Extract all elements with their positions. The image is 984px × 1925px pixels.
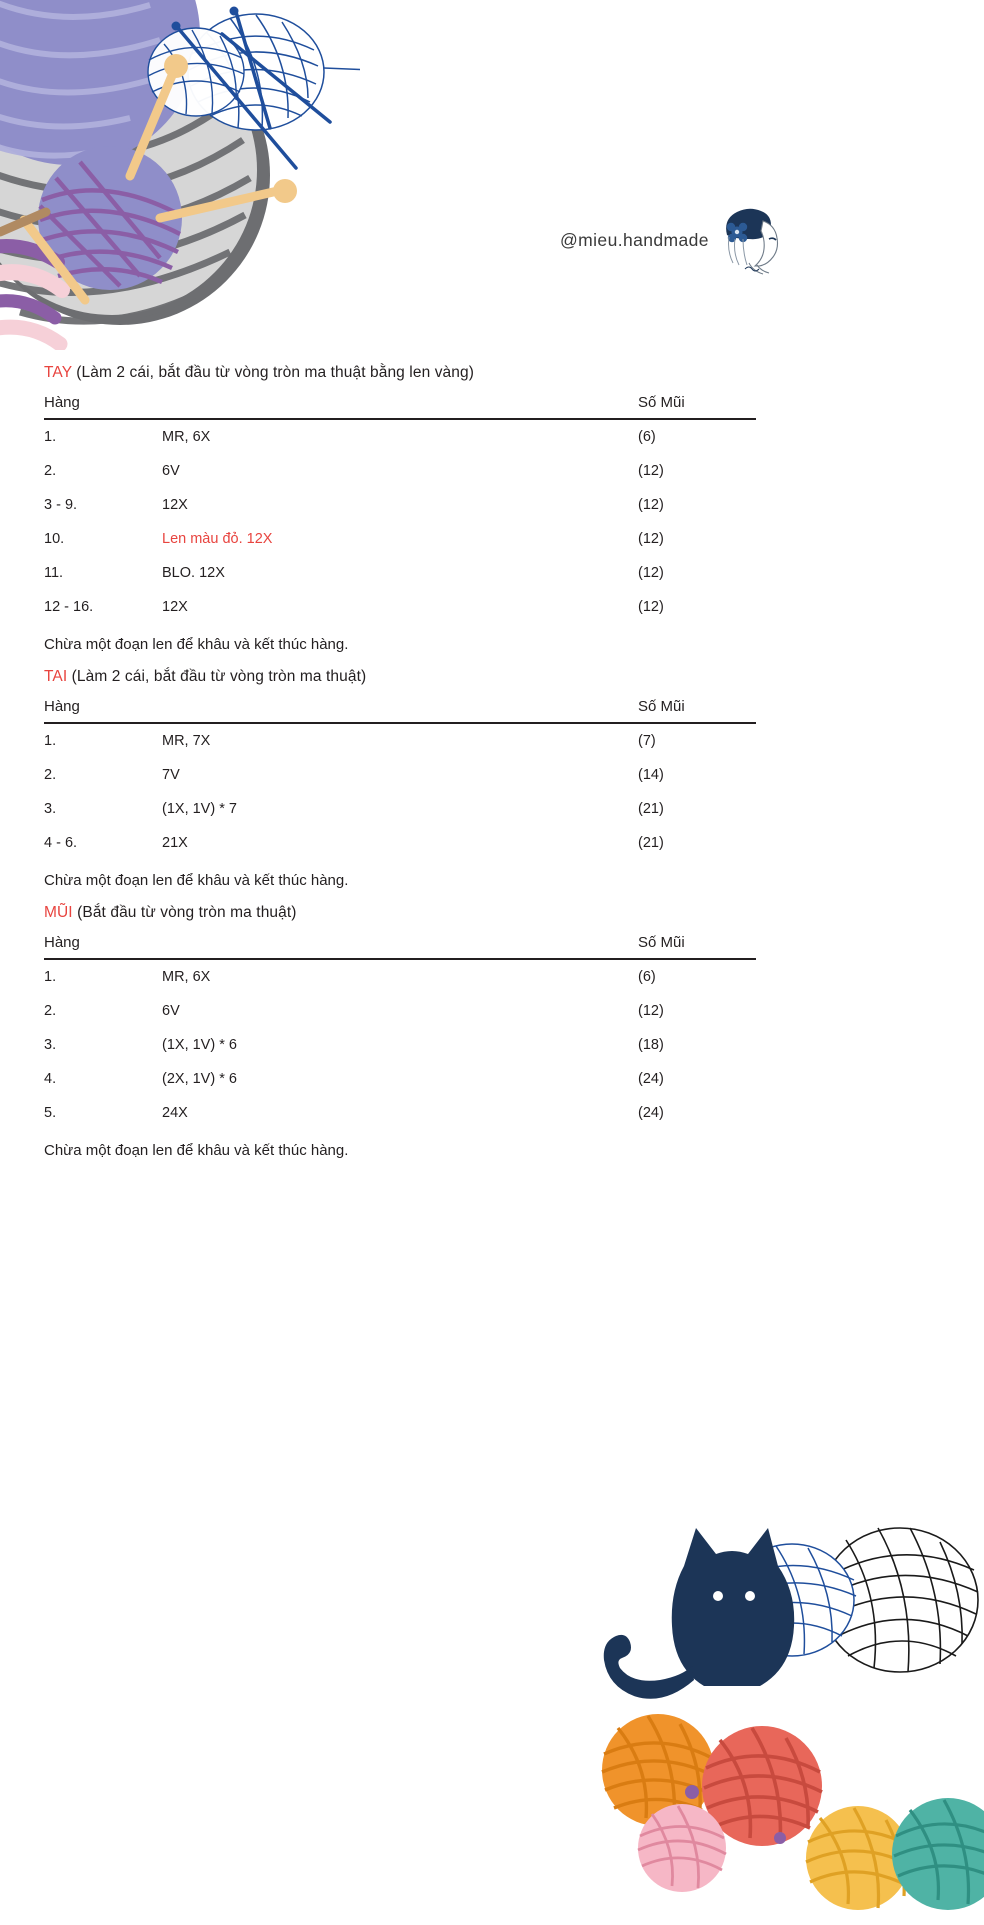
row-number: 2. — [44, 767, 57, 783]
section-mui — [44, 898, 756, 1166]
row-instruction: 21X — [162, 835, 188, 851]
yarn-balls-illustration-top-left — [0, 0, 360, 350]
row-instruction-highlighted: Len màu đỏ. 12X — [162, 531, 273, 547]
table-row — [44, 556, 756, 590]
table-row — [44, 419, 756, 454]
table-row — [44, 1096, 756, 1130]
section-name-tay: TAY — [44, 364, 72, 381]
row-stitch-count: (7) — [638, 733, 656, 749]
column-header-count: Số Mũi — [638, 388, 756, 419]
column-header-count: Số Mũi — [638, 928, 756, 959]
row-number: 1. — [44, 429, 57, 445]
row-stitch-count: (6) — [638, 429, 656, 445]
closing-note: Chừa một đoạn len để khâu và kết thúc hàng. — [44, 872, 349, 889]
section-title-tai — [44, 662, 756, 692]
section-tai — [44, 662, 756, 896]
section-name-mui: MŨI — [44, 904, 73, 921]
row-stitch-count: (14) — [638, 767, 664, 783]
row-number: 2. — [44, 1003, 57, 1019]
row-stitch-count: (24) — [638, 1105, 664, 1121]
column-header-instruction — [162, 692, 638, 723]
row-instruction: MR, 7X — [162, 733, 211, 749]
table-row — [44, 758, 756, 792]
section-title-tay — [44, 358, 756, 388]
row-stitch-count: (12) — [638, 565, 664, 581]
row-instruction: MR, 6X — [162, 969, 211, 985]
section-desc-tai: (Làm 2 cái, bắt đầu từ vòng tròn ma thuật) — [67, 668, 367, 685]
pattern-table-tai — [44, 692, 756, 860]
column-header-instruction — [162, 388, 638, 419]
pattern-content — [44, 358, 756, 1168]
table-row — [44, 488, 756, 522]
watermark — [560, 200, 920, 280]
row-instruction: (1X, 1V) * 7 — [162, 801, 237, 817]
table-row — [44, 723, 756, 758]
row-instruction: 6V — [162, 463, 180, 479]
row-instruction: BLO. 12X — [162, 565, 225, 581]
table-row — [44, 826, 756, 860]
column-header-row: Hàng — [44, 692, 162, 723]
row-number: 11. — [44, 565, 64, 581]
row-stitch-count: (12) — [638, 497, 664, 513]
row-instruction: 12X — [162, 599, 188, 615]
section-tay — [44, 358, 756, 660]
row-number: 12 - 16. — [44, 599, 94, 615]
row-number: 4. — [44, 1071, 57, 1087]
table-row — [44, 1028, 756, 1062]
column-header-instruction — [162, 928, 638, 959]
table-row — [44, 590, 756, 624]
row-instruction: (2X, 1V) * 6 — [162, 1071, 237, 1087]
row-number: 5. — [44, 1105, 57, 1121]
row-stitch-count: (18) — [638, 1037, 664, 1053]
closing-note: Chừa một đoạn len để khâu và kết thúc hàng. — [44, 636, 349, 653]
row-instruction: (1X, 1V) * 6 — [162, 1037, 237, 1053]
section-title-mui — [44, 898, 756, 928]
row-number: 3. — [44, 1037, 57, 1053]
row-number: 10. — [44, 531, 65, 547]
table-row — [44, 959, 756, 994]
closing-note: Chừa một đoạn len để khâu và kết thúc hàng. — [44, 1142, 349, 1159]
row-instruction: 12X — [162, 497, 188, 513]
woman-profile-logo-icon — [719, 205, 785, 275]
table-row — [44, 792, 756, 826]
row-stitch-count: (21) — [638, 801, 664, 817]
row-stitch-count: (12) — [638, 531, 664, 547]
row-stitch-count: (12) — [638, 1003, 664, 1019]
row-number: 1. — [44, 969, 57, 985]
row-stitch-count: (6) — [638, 969, 656, 985]
table-header-row — [44, 388, 756, 419]
table-row — [44, 1062, 756, 1096]
column-header-row: Hàng — [44, 928, 162, 959]
row-number: 1. — [44, 733, 57, 749]
row-instruction: 7V — [162, 767, 180, 783]
row-number: 3 - 9. — [44, 497, 78, 513]
column-header-row: Hàng — [44, 388, 162, 419]
row-stitch-count: (21) — [638, 835, 664, 851]
section-name-tai: TAI — [44, 668, 68, 685]
row-instruction: 6V — [162, 1003, 180, 1019]
row-stitch-count: (24) — [638, 1071, 664, 1087]
row-stitch-count: (12) — [638, 463, 664, 479]
table-row — [44, 522, 756, 556]
section-desc-mui: (Bắt đầu từ vòng tròn ma thuật) — [72, 904, 297, 921]
watermark-handle: @mieu.handmade — [560, 229, 709, 250]
table-header-row — [44, 692, 756, 723]
row-instruction: MR, 6X — [162, 429, 211, 445]
row-instruction: 24X — [162, 1105, 188, 1121]
table-row — [44, 994, 756, 1028]
row-number: 3. — [44, 801, 57, 817]
cat-with-yarn-illustration-bottom-right — [564, 1500, 984, 1920]
row-stitch-count: (12) — [638, 599, 664, 615]
pattern-table-tay — [44, 388, 756, 624]
table-row — [44, 454, 756, 488]
pattern-table-mui — [44, 928, 756, 1130]
table-header-row — [44, 928, 756, 959]
section-desc-tay: (Làm 2 cái, bắt đầu từ vòng tròn ma thuật bằng len vàng) — [71, 364, 474, 381]
row-number: 2. — [44, 463, 57, 479]
column-header-count: Số Mũi — [638, 692, 756, 723]
row-number: 4 - 6. — [44, 835, 78, 851]
